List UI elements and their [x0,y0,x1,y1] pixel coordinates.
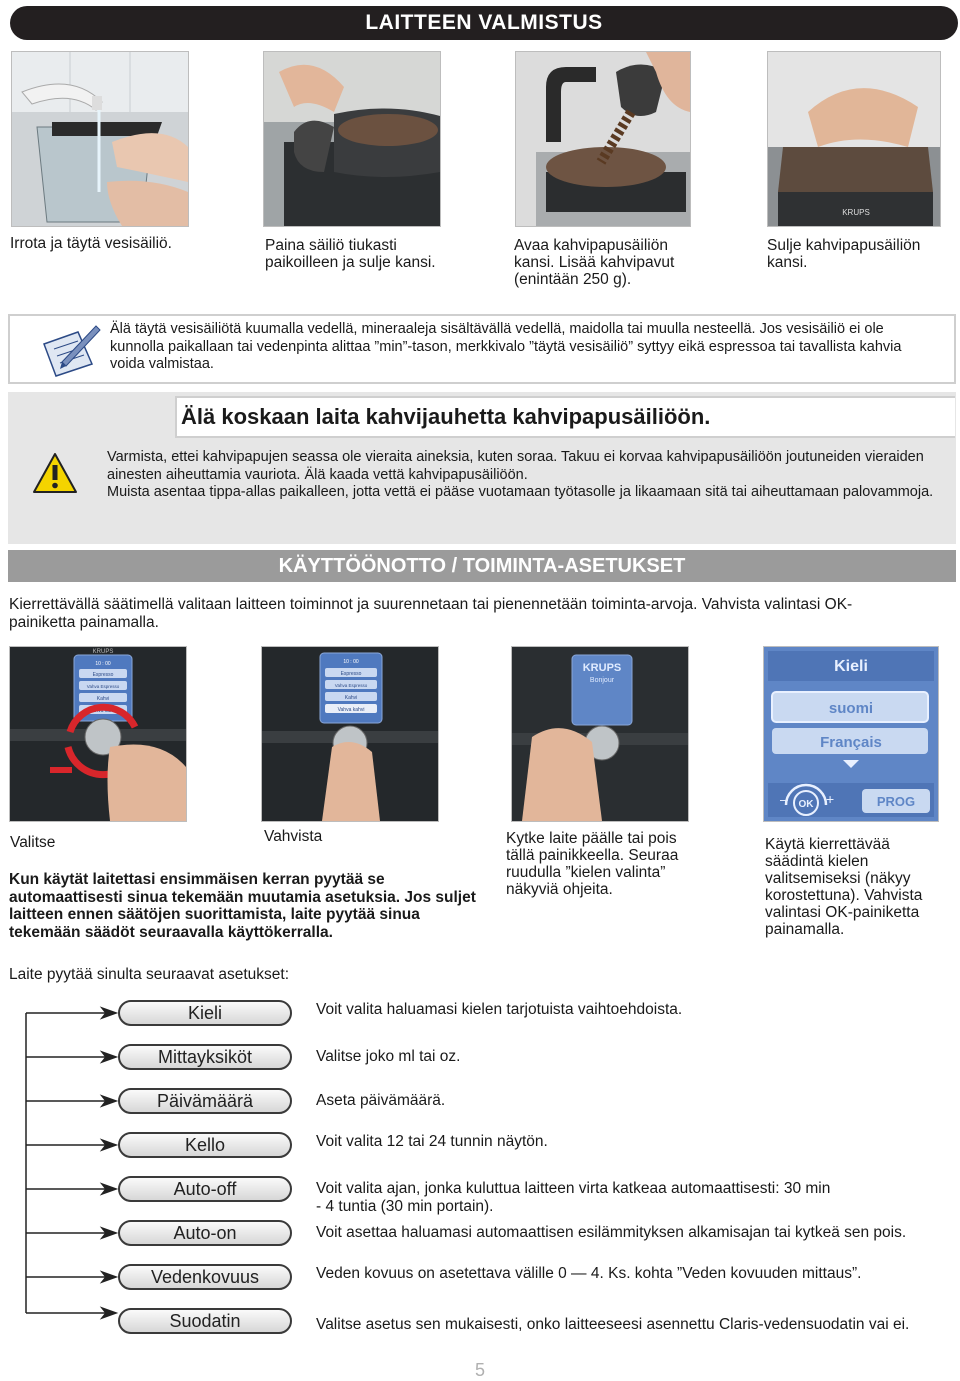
ok-label: OK [798,799,814,810]
setting-autooff-button: Auto-off [118,1176,292,1202]
screen2-time: 10 : 00 [343,659,359,665]
note-box [8,314,956,384]
language-screen-title: Kieli [834,658,868,675]
caption-vahvista: Vahvista [264,828,323,845]
caption-valitse: Valitse [10,834,56,851]
screen3-brand: KRUPS [582,662,622,674]
screen1-item-4: Vahva kahvi [89,708,117,714]
step4-caption: Sulje kahvipapusäiliön kansi. [767,237,921,271]
svg-text:+: + [826,791,835,807]
language-screen [764,647,938,821]
photo-add-beans [516,52,690,226]
warning-icon [32,452,78,499]
setting-hardness-button: Vedenkovuus [118,1264,292,1290]
screen1-item-2: Vahva Espresso [86,684,120,689]
setting-date-desc: Aseta päivämäärä. [316,1092,446,1109]
screen3-greeting: Bonjour [589,677,615,684]
photo-fill-water-tank [12,52,188,226]
setting-units-button: Mittayksiköt [118,1044,292,1070]
setting-clock-button: Kello [118,1132,292,1158]
warning-line-1: Varmista, ettei kahvipapujen seassa ole vieraita aineksia, kuten soraa. Takuu ei korvaa kahvipapusäiliöön joutuneiden vieraiden ainesten aiheuttamia vauriota. Älä kaada vettä kahvipapusäiliöön. [107,449,924,483]
note-pen-icon [40,322,102,383]
screen1-brand: KRUPS [92,649,114,655]
screen2-item-4: Vahva kahvi [337,707,365,713]
setting-units-desc: Valitse joko ml tai oz. [316,1048,461,1065]
photo-power-button [512,647,688,821]
setting-kieli-button: Kieli [118,1000,292,1026]
screen2-item-1: Espresso [340,671,362,677]
warning-title: Älä koskaan laita kahvijauhetta kahvipapusäiliöön. [175,396,955,438]
setup-intro: Kierrettävällä säätimellä valitaan laitteen toiminnot ja suurennetaan tai pienennetään toiminta-arvoja. Vahvista valintasi OK-painiketta painamalla. [9,596,853,631]
screen1-item-3: Kahvi [96,696,110,702]
photo-press-confirm [262,647,438,821]
photo-close-lid [768,52,940,226]
caption-power: Kytke laite päälle tai pois tällä painikkeella. Seuraa ruudulla ”kielen valinta” näkyviä ohjeita. [506,830,679,898]
section-title-setup: KÄYTTÖÖNOTTO / TOIMINTA-ASETUKSET [8,550,956,582]
language-option-selected: suomi [828,700,874,717]
setting-filter-button: Suodatin [118,1308,292,1334]
screen2-item-3: Kahvi [344,695,358,701]
setting-date-button: Päivämäärä [118,1088,292,1114]
setting-clock-desc: Voit valita 12 tai 24 tunnin näytön. [316,1133,548,1150]
screen2-item-2: Vahva Espresso [334,683,368,688]
setting-hardness-desc: Veden kovuus on asetettava välille 0 — 4. Ks. kohta ”Veden kovuuden mittaus”. [316,1265,862,1282]
settings-connector-lines [20,1005,120,1325]
setting-autoon-button: Auto-on [118,1220,292,1246]
settings-intro: Laite pyytää sinulta seuraavat asetukset: [9,966,290,983]
note-text: Älä täytä vesisäiliötä kuumalla vedellä, mineraaleja sisältävällä vedellä, maidolla tai muulla nesteellä. Jos vesisäiliö ei ole kunnolla paikallaan tai vedenpinta alittaa ”min”-tason, merkkivalo ”täytä vesisäiliö” syttyy eikä espressoa tai tavallista kahvia voida valmistaa. [110,321,902,372]
setting-kieli-desc: Voit valita haluamasi kielen tarjotuista vaihtoehdoista. [316,1001,683,1018]
first-use-note: Kun käytät laitettasi ensimmäisen kerran pyytää se automaattisesti sinua tekemään muutamia asetuksia. Jos suljet laitteen ennen säätöjen suorittamista, laite pyytää sinua tekemään säädöt seuraavalla käyttökerralla. [9,871,476,941]
prog-label: PROG [876,794,916,809]
caption-rotate-language: Käytä kierrettävää säädintä kielen valitsemiseksi (näkyy korostettuna). Vahvista valintasi OK-painiketta painamalla. [765,836,923,938]
screen1-item-1: Espresso [92,672,114,678]
warning-line-2: Muista asentaa tippa-allas paikalleen, jotta vettä ei pääse vuotamaan työtasolle ja likaamaan sitä tai aiheuttamaan palovammoja. [107,484,934,500]
step2-caption: Paina säiliö tiukasti paikoilleen ja sulje kansi. [265,237,436,271]
section-title-preparation: LAITTEEN VALMISTUS [10,6,958,40]
setting-filter-desc: Valitse asetus sen mukaisesti, onko laitteeseesi asennettu Claris-vedensuodatin vai ei. [316,1316,910,1333]
photo-rotate-dial [10,647,186,821]
step1-caption: Irrota ja täytä vesisäiliö. [10,235,172,252]
language-option-2: Français [820,734,882,751]
setting-autoon-desc: Voit asettaa haluamasi automaattisen esilämmityksen alkamisajan tai kytkeä sen pois. [316,1224,907,1241]
svg-text:KRUPS: KRUPS [842,208,870,217]
svg-text:–: – [780,791,788,807]
page-number: 5 [474,1360,485,1380]
photo-insert-tank [264,52,440,226]
screen1-time: 10 : 00 [95,661,111,667]
setting-autooff-desc: Voit valita ajan, jonka kuluttua laitteen virta katkeaa automaattisesti: 30 min - 4 tuntia (30 min portain). [316,1180,831,1215]
step3-caption: Avaa kahvipapusäiliön kansi. Lisää kahvipavut (enintään 250 g). [514,237,675,288]
